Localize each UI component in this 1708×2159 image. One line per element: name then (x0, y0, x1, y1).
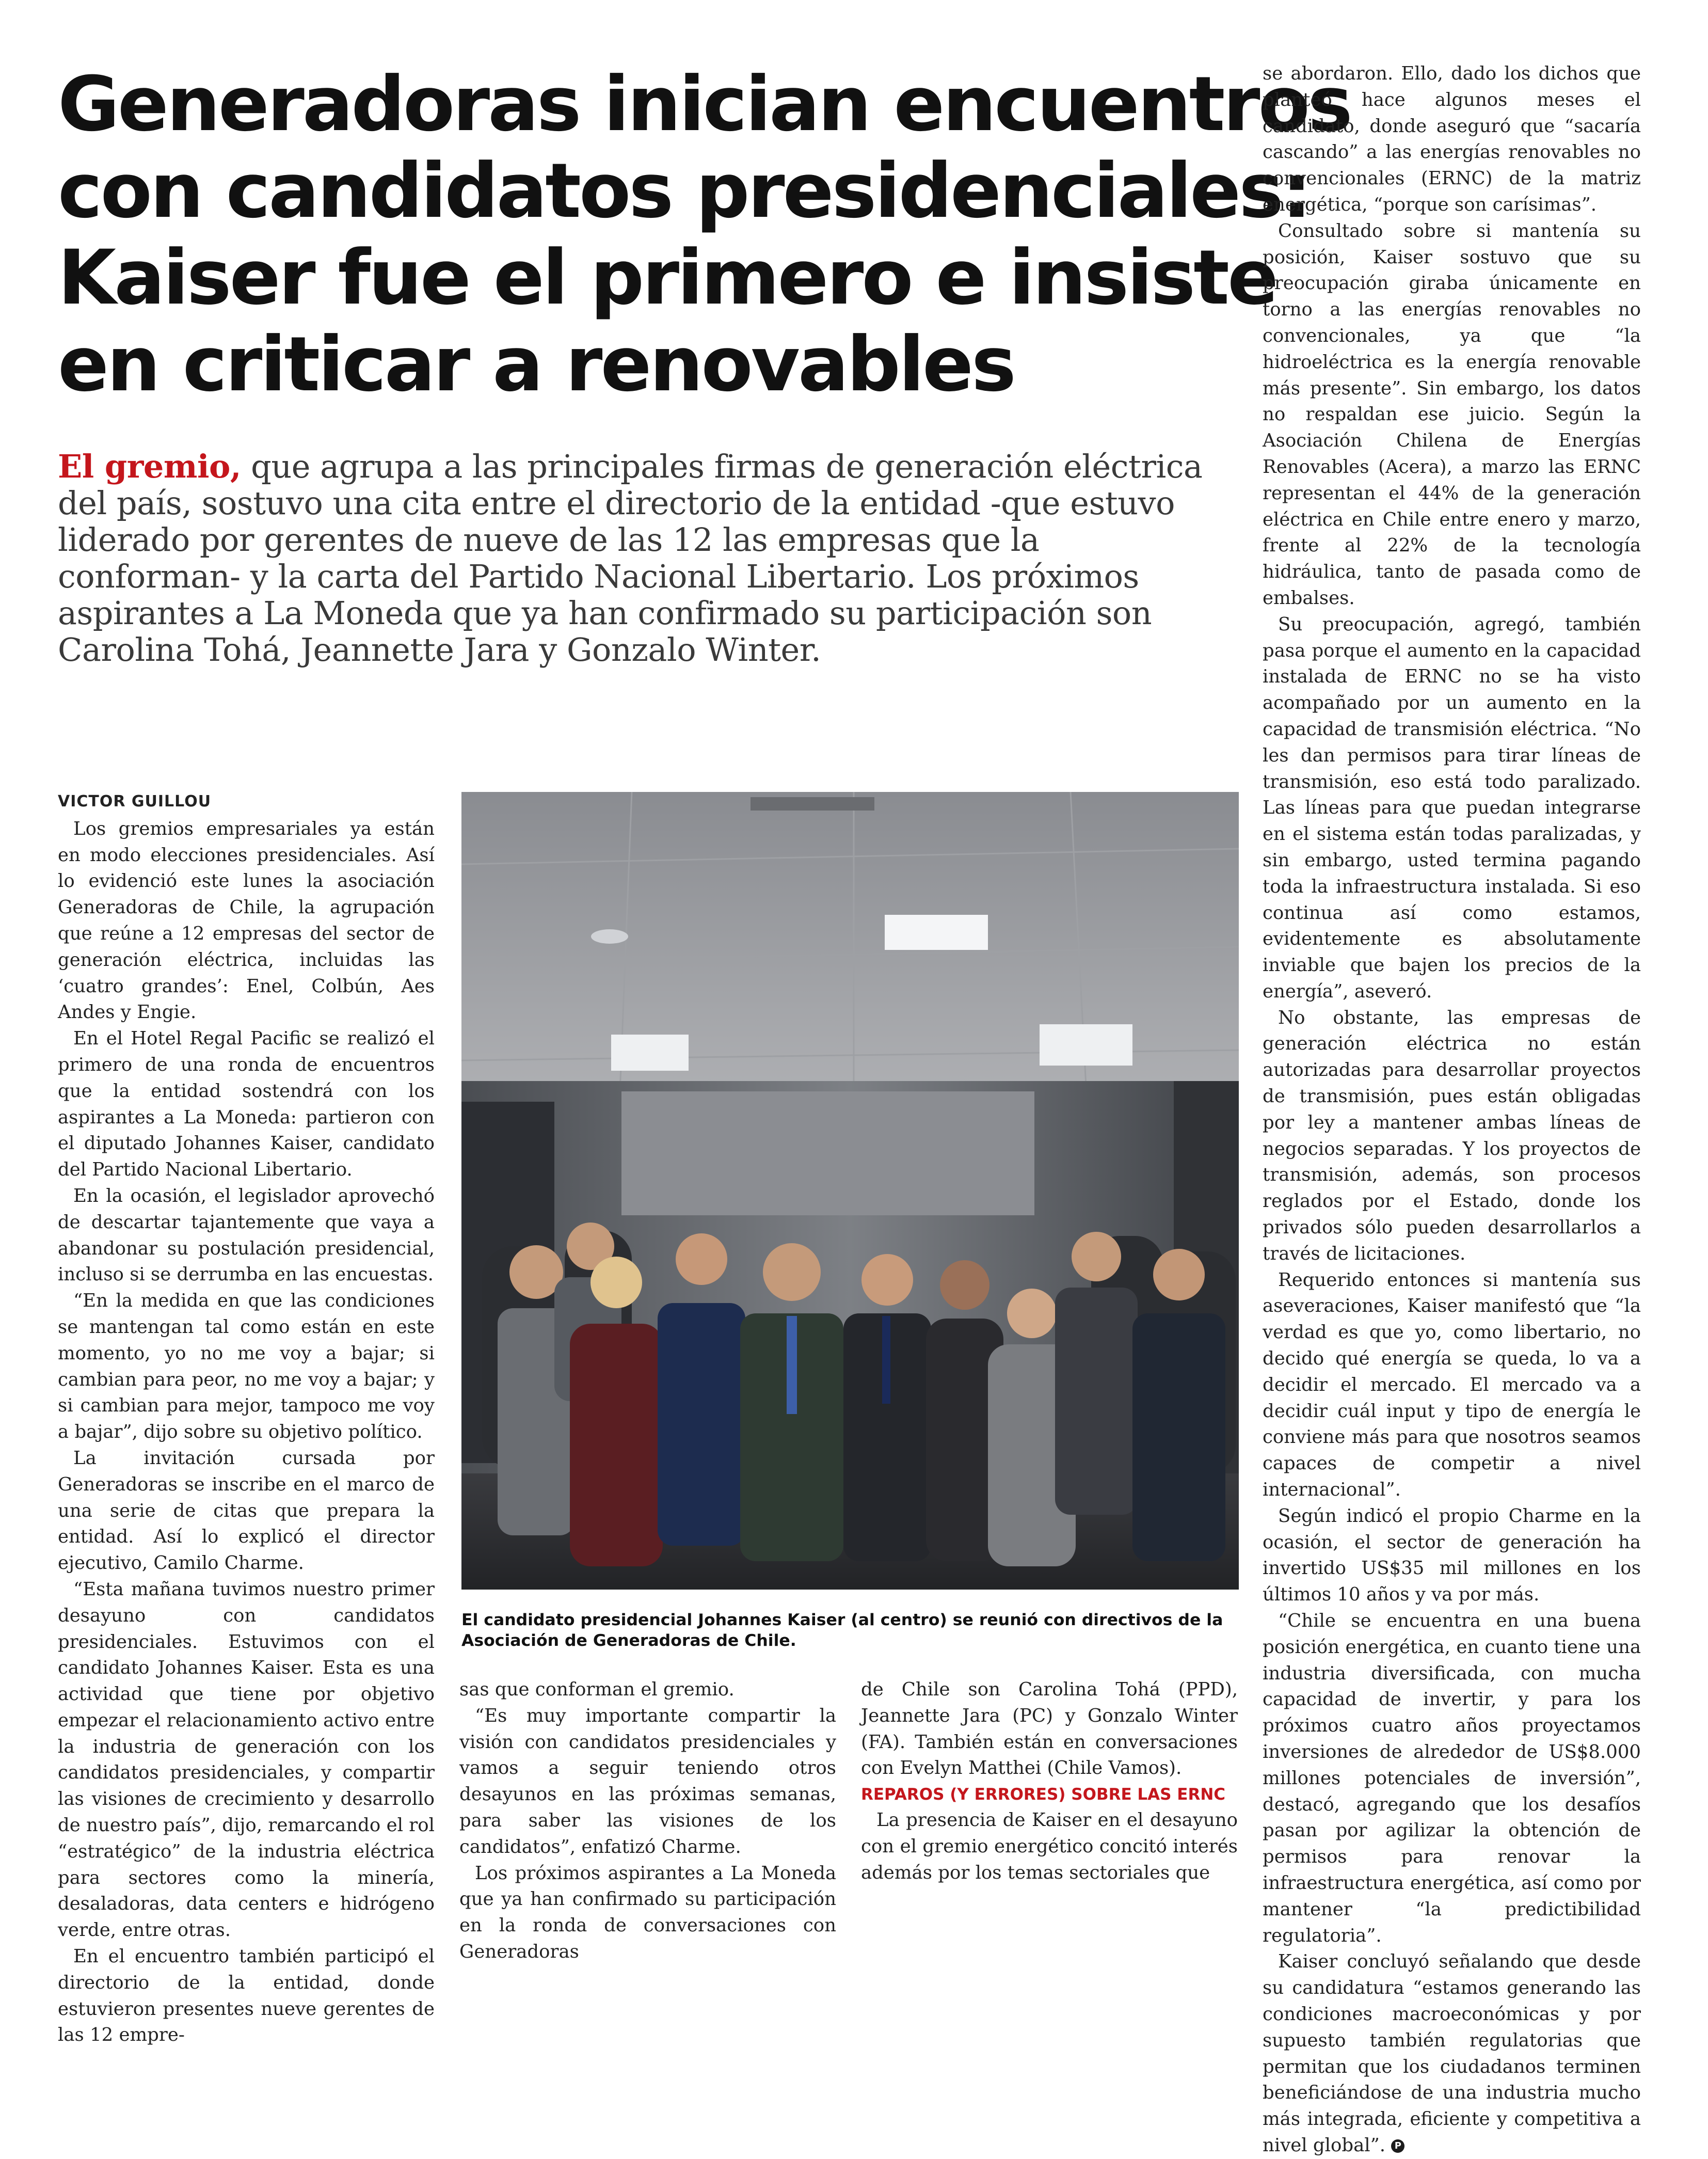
byline: VICTOR GUILLOU (58, 792, 212, 811)
paragraph: “Chile se encuentra en una buena posición energética, en cuanto tiene una industria diversificada, con mucha capacidad de invertir, y para los próximos cuatro años proyectamos inversiones de alrededor de US$8.000 millones potenciales de inversión”, destacó, agregando que los desafíos pasan por agilizar la obtención de permisos para renovar la infraestructura energética, así como por mantener “la predictibilidad regulatoria”. (1263, 1610, 1641, 1946)
paragraph: “Es muy importante compartir la visión con candidatos presidenciales y vamos a seguir teniendo otros desayunos en las próximas semanas, para saber las visiones de los candidatos”, enfatizó Charme. (459, 1705, 836, 1858)
headline-line: con candidatos presidenciales: (58, 147, 1310, 235)
paragraph: Su preocupación, agregó, también pasa porque el aumento en la capacidad instalada de ERNC no se ha visto acompañado por un aumento en la capacidad de transmisión eléctrica. “No les dan permisos para tirar líneas de transmisión, eso está todo paralizado. Las líneas para que puedan integrarse en el sistema están todas paralizadas, y sin embargo, usted termina pagando toda la infraestructura instalada. Si eso continua así como estamos, evidentemente es absolutamente inviable que bajen los precios de la energía”, aseveró. (1263, 613, 1641, 1002)
paragraph: “Esta mañana tuvimos nuestro primer desayuno con candidatos presidenciales. Estuvimos con el candidato Johannes Kaiser. Esta es una actividad que tiene por objetivo empezar el relacionamiento activo entre la industria de generación con los candidatos presidenciales, y compartir las visiones de crecimiento y desarrollo de nuestro país”, dijo, remarcando el rol “estratégico” de la industria eléctrica para sectores como la minería, desaladoras, data centers e hidrógeno verde, entre otras. (58, 1578, 435, 1941)
paragraph: No obstante, las empresas de generación eléctrica no están autorizadas para desarrollar proyectos de transmisión, pues están obligadas por ley a mantener ambas líneas de negocios separadas. Y los proyectos de transmisión, además, son procesos reglados por el Estado, donde los privados sólo pueden desarrollarlos a través de licitaciones. (1263, 1007, 1641, 1264)
article-column-2 (459, 1677, 836, 1965)
paragraph: de Chile son Carolina Tohá (PPD), Jeannette Jara (PC) y Gonzalo Winter (FA). También están en conversaciones con Evelyn Matthei (Chile Vamos). (861, 1679, 1238, 1779)
paragraph: se abordaron. Ello, dado los dichos que planteó hace algunos meses el candidato, donde aseguró que “sacaría cascando” a las energías renovables no convencionales (ERNC) de la matriz energética, “porque son carísimas”. (1263, 63, 1641, 215)
article-column-3 (861, 1677, 1238, 1886)
paragraph: Consultado sobre si mantenía su posición, Kaiser sostuvo que su preocupación giraba únicamente en torno a las energías renovables no convencionales, ya que “la hidroeléctrica es la energía renovable más presente”. Sin embargo, los datos no respaldan ese juicio. Según la Asociación Chilena de Energías Renovables (Acera), a marzo las ERNC representan el 44% de la generación eléctrica en Chile entre enero y marzo, frente al 22% de la tecnología hidráulica, tanto de pasada como de embalses. (1263, 220, 1641, 609)
paragraph: La presencia de Kaiser en el desayuno con el gremio energético concitó interés además por los temas sectoriales que (861, 1809, 1238, 1883)
paragraph: En el Hotel Regal Pacific se realizó el primero de una ronda de encuentros que la entidad sostendrá con los aspirantes a La Moneda: partieron con el diputado Johannes Kaiser, candidato del Partido Nacional Libertario. (58, 1028, 435, 1181)
headline (58, 60, 1351, 408)
headline-line: Kaiser fue el primero e insiste (58, 234, 1276, 322)
paragraph: “En la medida en que las condiciones se mantengan tal como están en este momento, yo no me voy a bajar; si cambian para peor, no me voy a bajar; y si cambian para mejor, tampoco me voy a bajar”, dijo sobre su objetivo político. (58, 1290, 435, 1443)
photo-caption: El candidato presidencial Johannes Kaiser (al centro) se reunió con directivos de la Asociación de Generadoras de Chile. (461, 1611, 1223, 1650)
closing-text: Kaiser concluyó señalando que desde su candidatura “estamos generando las condiciones macroeconómicas y por supuesto también regulatorias que permitan que los ciudadanos terminen beneficiándose de una industria mucho más integrada, eficiente y competitiva a nivel global”. (1263, 1951, 1641, 2156)
paragraph: Los gremios empresariales ya están en modo elecciones presidenciales. Así lo evidenció este lunes la asociación Generadoras de Chile, la agrupación que reúne a 12 empresas del sector de generación eléctrica, incluidas las ‘cuatro grandes’: Enel, Colbún, Aes Andes y Engie. (58, 818, 435, 1023)
paragraph: En la ocasión, el legislador aprovechó de descartar tajantemente que vaya a abandonar su postulación presidencial, incluso si se derrumba en las encuestas. (58, 1185, 435, 1285)
paragraph: Los próximos aspirantes a La Moneda que ya han confirmado su participación en la ronda de conversaciones con Generadoras (459, 1862, 836, 1962)
headline-line: en criticar a renovables (58, 321, 1014, 408)
group-photo (461, 792, 1239, 1590)
section-subhead: REPAROS (Y ERRORES) SOBRE LAS ERNC (861, 1785, 1226, 1804)
paragraph: Según indicó el propio Charme en la ocasión, el sector de generación ha invertido US$35 mil millones en los últimos 10 años y va por más. (1263, 1505, 1641, 1606)
end-mark-icon: P (1391, 2139, 1404, 2153)
paragraph: La invitación cursada por Generadoras se inscribe en el marco de una serie de citas que prepara la entidad. Así lo explicó el director ejecutivo, Camilo Charme. (58, 1447, 435, 1574)
paragraph (1263, 1949, 1641, 2158)
lead-kicker: El gremio, (58, 448, 241, 485)
article-column-4 (1263, 61, 1641, 2159)
group-photo-illustration (461, 792, 1239, 1590)
lead-paragraph (58, 448, 1224, 668)
lead-body: que agrupa a las principales firmas de generación eléctrica del país, sostuvo una cita entre el directorio de la entidad -que estuvo liderado por gerentes de nueve de las 12 las empresas que la conforman- y la carta del Partido Nacional Libertario. Los próximos aspirantes a La Moneda que ya han confirmado su participación son Carolina Tohá, Jeannette Jara y Gonzalo Winter. (58, 448, 1203, 669)
article-column-1 (58, 789, 435, 2049)
paragraph: Requerido entonces si mantenía sus aseveraciones, Kaiser manifestó que “la verdad es que yo, como libertario, no decido qué energía se queda, lo va a decidir el mercado. El mercado va a decidir cuál input y tipo de energía le conviene más para que nosotros seamos capaces de competir a nivel internacional”. (1263, 1269, 1641, 1501)
paragraph: En el encuentro también participó el directorio de la entidad, donde estuvieron presentes nueve gerentes de las 12 empre- (58, 1946, 435, 2046)
headline-line: Generadoras inician encuentros (58, 60, 1351, 148)
paragraph: sas que conforman el gremio. (459, 1679, 735, 1700)
